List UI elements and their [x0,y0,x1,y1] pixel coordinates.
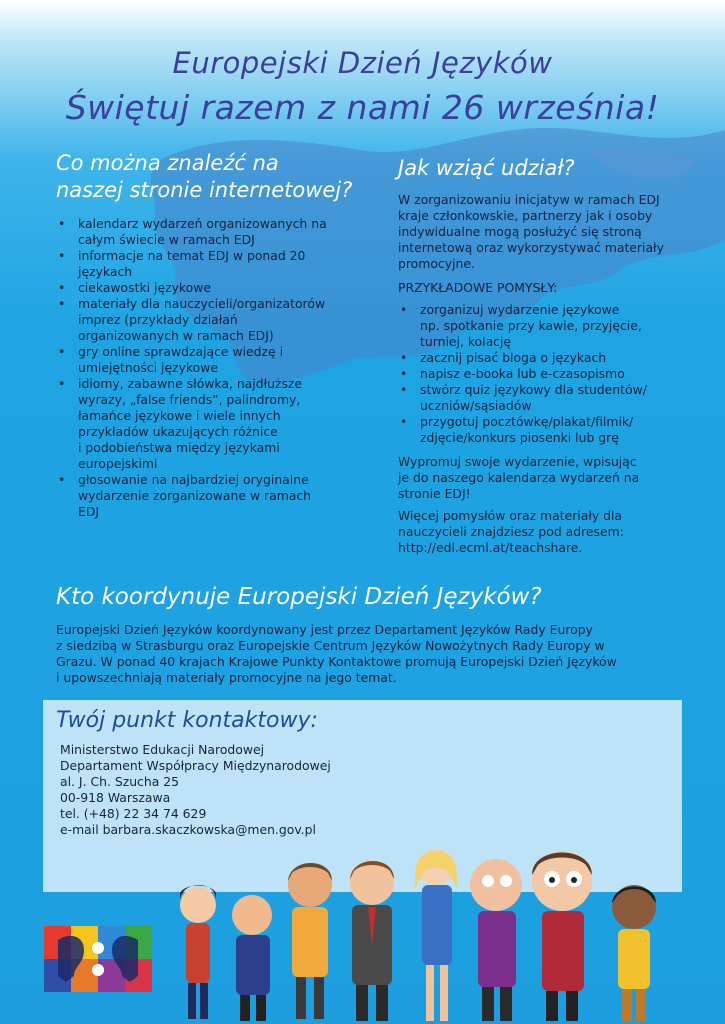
page-subtitle: Świętuj razem z nami 26 września! [65,88,660,127]
cartoon-people-illustration [160,845,680,1024]
list-item-line: • zacznij pisać bloga o językach [420,350,607,365]
list-item-line: całym świecie w ramach EDJ [78,232,255,247]
cartoon-person-figure [532,851,592,1021]
list-item-line: uczniów/sąsiadów [420,398,532,413]
text-line: i upowszechniają materiały promocyjne na jego temat. [56,670,397,685]
contact-email[interactable]: e-mail barbara.skaczkowska@men.gov.pl [60,822,316,837]
list-item-line: wyrazy, „false friends”, palindromy, [78,392,301,407]
contact-line: 00-918 Warszawa [60,790,171,805]
list-item-line: • przygotuj pocztówkę/plakat/filmik/ [420,414,634,429]
contact-phone: tel. (+48) 22 34 74 629 [60,806,207,821]
list-item-line: • idiomy, zabawne słówka, najdłuższe [78,376,303,391]
list-item [398,350,698,366]
right-column-heading: Jak wziąć udział? [398,156,575,180]
list-item-line: wydarzenie zorganizowane w ramach [78,488,312,503]
list-item-line: i podobieństwa między językami [78,440,280,455]
list-item-line: europejskimi [78,456,158,471]
more-ideas-paragraph [398,508,698,556]
text-line: Wypromuj swoje wydarzenie, wpisując [398,454,637,469]
text-line: Europejski Dzień Języków koordynowany jest przez Departament Języków Rady Europy [56,622,593,637]
list-item-line: • materiały dla nauczycieli/organizatorów [78,296,326,311]
contact-line: Departament Współpracy Międzynarodowej [60,758,331,773]
list-item-line: przykładów ukazujących różnice [78,424,278,439]
list-item [398,382,698,414]
text-line: Więcej pomysłów oraz materiały dla [398,508,623,523]
list-item [56,280,356,296]
list-item-line: • zorganizuj wydarzenie językowe [420,302,620,317]
text-line: kraje członkowskie, partnerzy jak i osoby [398,208,653,223]
left-heading-line: naszej stronie internetowej? [56,178,353,202]
cartoon-person-figure [414,849,458,1021]
cartoon-person-figure [350,861,394,1021]
text-line: z siedzibą w Strasburgu oraz Europejskie Centrum Języków Nowożytnych Rady Europy w [56,638,605,653]
participation-intro [398,192,698,272]
website-features-list [56,216,356,520]
text-line: W zorganizowaniu inicjatyw w ramach EDJ [398,192,660,207]
list-item [56,344,356,376]
left-heading-line: Co można znaleźć na [56,151,279,175]
teachshare-link[interactable]: http://edl.ecml.at/teachshare. [398,540,583,555]
list-item-line: • napisz e-booka lub e-czasopismo [420,366,625,381]
list-item [398,302,698,350]
list-item-line: np. spotkanie przy kawie, przyjęcie, [420,318,642,333]
list-item-line: EDJ [78,504,100,519]
left-column-heading [56,150,376,204]
list-item [56,248,356,280]
list-item [398,366,698,382]
list-item-line: • ciekawostki językowe [78,280,211,295]
text-line: indywidualne mogą posłużyć się stroną [398,224,642,239]
list-item-line: łamańce językowe i wiele innych [78,408,281,423]
list-item [56,472,356,520]
cartoon-person-figure [612,885,656,1021]
list-item-line: • gry online sprawdzające wiedzę i [78,344,284,359]
coordination-paragraph [56,622,676,686]
list-item-line: • stwórz quiz językowy dla studentów/ [420,382,647,397]
cartoon-person-figure [232,895,272,1021]
contact-details [60,742,331,838]
list-item [56,296,356,344]
list-item-line: • głosowanie na najbardziej oryginalne [78,472,309,487]
list-item-line: imprez (przykłady działań [78,312,238,327]
cartoon-person-figure [180,885,216,1019]
list-item-line: organizowanych w ramach EDJ) [78,328,274,343]
list-item-line: turniej, kolację [420,334,512,349]
page-title: Europejski Dzień Języków [172,46,553,80]
list-item-line: językach [78,264,133,279]
text-line: stronie EDJ! [398,486,471,501]
list-item [398,414,698,446]
edl-logo-icon [44,926,152,992]
list-item-line: • informacje na temat EDJ w ponad 20 [78,248,306,263]
cartoon-person-figure [470,859,522,1021]
contact-line: Ministerstwo Edukacji Narodowej [60,742,265,757]
text-line: nauczycieli znajdziesz pod adresem: [398,524,624,539]
coordination-heading: Kto koordynuje Europejski Dzień Języków? [56,584,542,610]
text-line: je do naszego kalendarza wydarzeń na [398,470,640,485]
contact-line: al. J. Ch. Szucha 25 [60,774,180,789]
list-item-line: umiejętności językowe [78,360,218,375]
text-line: internetową oraz wykorzystywać materiały [398,240,664,255]
cartoon-person-figure [288,863,332,1019]
list-item-line: zdjęcie/konkurs piosenki lub grę [420,430,619,445]
text-line: promocyjne. [398,256,475,271]
list-item [56,216,356,248]
promotion-paragraph [398,454,698,502]
text-line: Grazu. W ponad 40 krajach Krajowe Punkty Kontaktowe promują Europejski Dzień Języków [56,654,617,669]
list-item [56,376,356,472]
contact-heading: Twój punkt kontaktowy: [56,708,318,733]
list-item-line: • kalendarz wydarzeń organizowanych na [78,216,327,231]
ideas-label: PRZYKŁADOWE POMYSŁY: [398,280,558,295]
ideas-list [398,302,698,446]
